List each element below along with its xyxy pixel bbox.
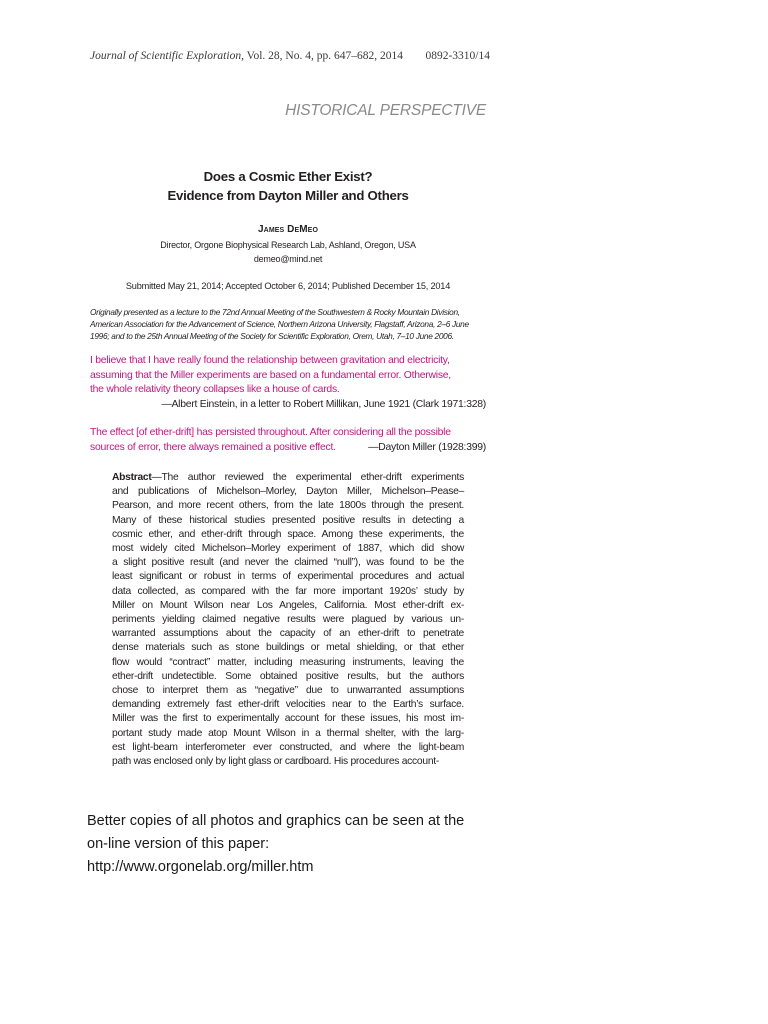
note-line: American Association for the Advancement of Science, Northern Arizona University, Flagstaff, Arizona, 2–6 June: [90, 319, 469, 329]
abstract-text: —The author reviewed the experimental ether-drift experiments: [151, 472, 464, 483]
title-line: Evidence from Dayton Miller and Others: [167, 188, 409, 203]
abstract-line: Miller was the first to experimentally account for these issues, his most im-: [112, 713, 464, 725]
publication-dates: Submitted May 21, 2014; Accepted October 6, 2014; Published December 15, 2014: [125, 281, 451, 291]
quote-line: The effect [of ether-drift] has persisted throughout. After considering all the possible: [90, 427, 451, 438]
running-head: [90, 50, 490, 62]
abstract-line: [112, 471, 464, 485]
abstract-line: a slight positive result (and never the claimed “null”), was found to be the: [112, 557, 464, 569]
abstract-line: demanding extremely fast ether-drift velocities near to the Earth’s surface.: [112, 699, 464, 711]
quote-last-line: [90, 441, 486, 456]
quote-line: assuming that the Miller experiments are based on a fundamental error. Otherwise,: [90, 369, 451, 381]
quote-line: I believe that I have really found the relationship between gravitation and electricity,: [90, 355, 450, 366]
quote-attribution: —Dayton Miller (1928:399): [368, 441, 486, 453]
abstract-line: chose to interpret them as “negative” due to unwarranted assumptions: [112, 685, 464, 697]
abstract-line: path was enclosed only by light glass or cardboard. His procedures account-: [112, 756, 439, 768]
quote-attribution: —Albert Einstein, in a letter to Robert Millikan, June 1921 (Clark 1971:328): [161, 398, 486, 410]
epigraph-einstein: [90, 354, 486, 412]
abstract-line: Miller on Mount Wilson near Los Angeles, California. Most ether-drift ex-: [112, 599, 464, 611]
original-presentation-note: [90, 306, 486, 342]
article-title: [90, 167, 486, 205]
note-line: 1996; and to the 25th Annual Meeting of the Society for Scientific Exploration, Orem, Utah, 7–10 June 2006.: [90, 331, 454, 341]
abstract-label: Abstract: [112, 472, 152, 483]
abstract-line: est light-beam interferometer ever constructed, and where the light-beam: [112, 741, 464, 753]
journal-citation: [90, 50, 403, 62]
abstract-line: cosmic ether, and ether-drift through space. Among these experiments, the: [112, 528, 464, 540]
quote-line: sources of error, there always remained a positive effect.: [90, 441, 336, 453]
author-name: James DeMeo: [258, 224, 318, 235]
note-line: Originally presented as a lecture to the 72nd Annual Meeting of the Southwestern & Rocky Mountain Division,: [90, 307, 460, 317]
abstract-line: least significant or robust in terms of experimental procedures and actual: [112, 571, 464, 583]
quote-line: the whole relativity theory collapses like a house of cards.: [90, 384, 340, 395]
section-label: HISTORICAL PERSPECTIVE: [285, 102, 486, 119]
abstract: [112, 471, 464, 769]
journal-name: Journal of Scientific Exploration,: [90, 50, 244, 62]
abstract-line: Many of these historical studies presented positive results in detecting a: [112, 514, 464, 526]
abstract-line: periments yielding claimed negative results were plagued by various un-: [112, 614, 464, 626]
abstract-line: flow would “contract” matter, including measuring instruments, leaving the: [112, 656, 464, 668]
abstract-line: and publications of Michelson–Morley, Dayton Miller, Michelson–Pease–: [112, 486, 464, 498]
author-affiliation: Director, Orgone Biophysical Research Lab, Ashland, Oregon, USA: [160, 240, 416, 250]
issn: 0892-3310/14: [425, 50, 490, 62]
abstract-line: Pearson, and more recent others, from the late 1800s through the present.: [112, 500, 464, 512]
abstract-line: dense materials such as stone buildings or metal shielding, or that ether: [112, 642, 464, 654]
epigraph-miller: [90, 426, 486, 455]
abstract-line: data collected, as compared with the far more important 1920s’ study by: [112, 585, 464, 597]
abstract-line: portant study made atop Mount Wilson in a thermal shelter, with the larg-: [112, 727, 464, 739]
abstract-line: warranted assumptions about the capacity of an ether-drift to penetrate: [112, 628, 464, 640]
author-email[interactable]: demeo@mind.net: [253, 254, 323, 264]
note-line: on-line version of this paper:: [87, 836, 270, 852]
volume-info: Vol. 28, No. 4, pp. 647–682, 2014: [243, 50, 403, 62]
online-version-link[interactable]: http://www.orgonelab.org/miller.htm: [87, 859, 314, 875]
abstract-line: most widely cited Michelson–Morley experiment of 1887, which did show: [112, 543, 464, 555]
abstract-line: ether-drift undetectible. Some obtained positive results, but the authors: [112, 670, 464, 682]
online-version-note: [87, 810, 507, 879]
note-line: Better copies of all photos and graphics can be seen at the: [87, 813, 465, 829]
title-line: Does a Cosmic Ether Exist?: [203, 169, 373, 184]
